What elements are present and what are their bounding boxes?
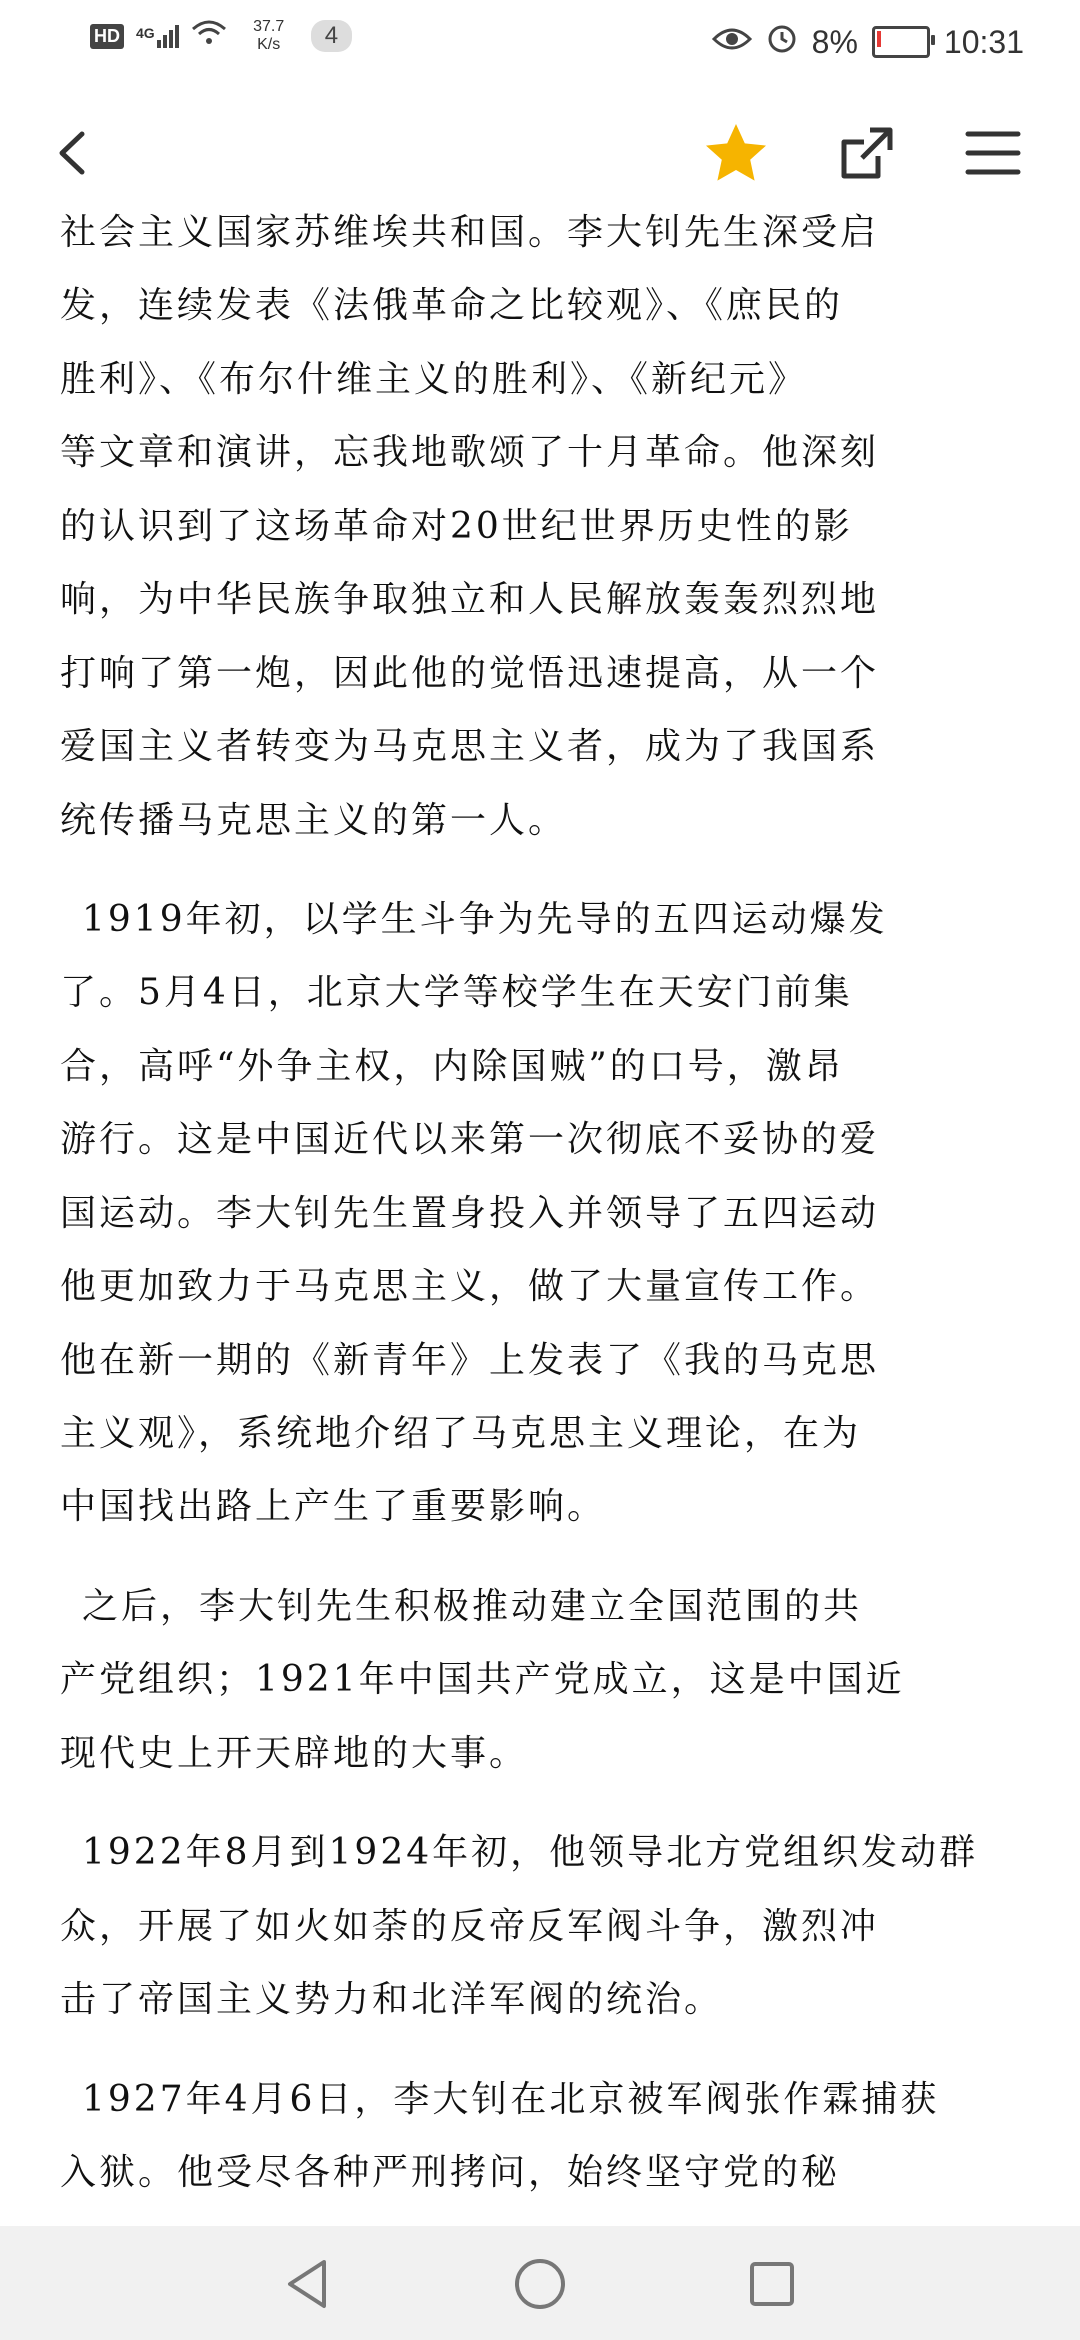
status-left: [90, 18, 352, 54]
paragraph-2: [60, 883, 1020, 1544]
share-icon: [832, 118, 902, 188]
text-line: 之后，李大钊先生积极推动建立全国范围的共: [82, 1585, 863, 1627]
text-line: 击了帝国主义势力和北洋军阀的统治。: [60, 1979, 724, 2021]
text-line: 了。5月4日，北京大学等校学生在天安门前集: [60, 972, 853, 1014]
text-line: 1919年初，以学生斗争为先导的五四运动爆发: [82, 898, 888, 940]
system-nav-bar: [0, 2226, 1080, 2340]
favorite-button[interactable]: [700, 118, 772, 190]
square-recents-icon: [742, 2254, 802, 2314]
paragraph-4: [60, 1816, 1020, 2036]
text-line: 1927年4月6日，李大钊在北京被军阀张作霖捕获: [82, 2078, 940, 2120]
back-button[interactable]: [40, 118, 110, 188]
text-line: 统传播马克思主义的第一人。: [60, 799, 568, 841]
text-line: 发，连续发表《法俄革命之比较观》、《庶民的: [60, 285, 844, 327]
text-line: 胜利》、《布尔什维主义的胜利》、《新纪元》: [60, 358, 808, 400]
network-speed: [239, 18, 299, 54]
text-line: 他更加致力于马克思主义，做了大量宣传工作。: [60, 1266, 880, 1308]
nav-home-button[interactable]: [510, 2254, 570, 2314]
menu-button[interactable]: [958, 118, 1028, 188]
network-speed-value: 37.7: [253, 18, 285, 35]
notification-badge: 4: [311, 20, 352, 52]
battery-icon: [872, 26, 930, 58]
circle-home-icon: [510, 2254, 570, 2314]
network-speed-unit: K/s: [257, 36, 281, 53]
article-content: [0, 212, 1080, 2226]
hamburger-menu-icon: [958, 118, 1028, 188]
text-line: 响，为中华民族争取独立和人民解放轰轰烈烈地: [60, 579, 880, 621]
text-line: 爱国主义者转变为马克思主义者，成为了我国系: [60, 726, 880, 768]
paragraph-1: [60, 196, 1020, 857]
text-line: 社会主义国家苏维埃共和国。李大钊先生深受启: [60, 212, 880, 253]
text-line: 中国找出路上产生了重要影响。: [60, 1486, 607, 1528]
signal-label: 4G: [136, 24, 155, 41]
status-bar: [0, 0, 1080, 90]
paragraph-3: [60, 1570, 1020, 1790]
text-line: 国运动。李大钊先生置身投入并领导了五四运动: [60, 1192, 880, 1234]
text-line: 1922年8月到1924年初，他领导北方党组织发动群: [82, 1832, 979, 1874]
text-line: 打响了第一炮，因此他的觉悟迅速提高，从一个: [60, 652, 880, 694]
share-button[interactable]: [832, 118, 902, 188]
text-line: 主义观》，系统地介绍了马克思主义理论，在为: [60, 1413, 862, 1454]
text-line: 现代史上开天辟地的大事。: [60, 1732, 529, 1774]
status-right: [712, 22, 1024, 62]
hd-indicator: HD: [90, 24, 124, 49]
star-icon: [700, 118, 772, 190]
text-line: 产党组织；1921年中国共产党成立，这是中国近: [60, 1659, 905, 1701]
eye-comfort-icon: [712, 24, 752, 61]
wifi-icon: [191, 19, 227, 54]
nav-recents-button[interactable]: [742, 2254, 802, 2314]
nav-back-button[interactable]: [278, 2254, 338, 2314]
chevron-left-icon: [40, 118, 110, 188]
text-line: 众，开展了如火如荼的反帝反军阀斗争，激烈冲: [60, 1905, 880, 1947]
alarm-icon: [766, 22, 798, 62]
text-line: 等文章和演讲，忘我地歌颂了十月革命。他深刻: [60, 432, 880, 474]
text-line: 合，高呼“外争主权，内除国贼”的口号，激昂: [60, 1045, 844, 1087]
clock: 10:31: [943, 23, 1024, 60]
text-line: 游行。这是中国近代以来第一次彻底不妥协的爱: [60, 1119, 880, 1161]
battery-percent: 8%: [811, 23, 858, 60]
text-line: 他在新一期的《新青年》上发表了《我的马克思: [60, 1339, 880, 1381]
text-line: 入狱。他受尽各种严刑拷问，始终坚守党的秘: [60, 2151, 841, 2193]
signal-icon: [136, 25, 179, 48]
triangle-back-icon: [278, 2254, 338, 2314]
text-line: 的认识到了这场革命对20世纪世界历史性的影: [60, 505, 853, 547]
article-body: [60, 196, 1020, 2309]
